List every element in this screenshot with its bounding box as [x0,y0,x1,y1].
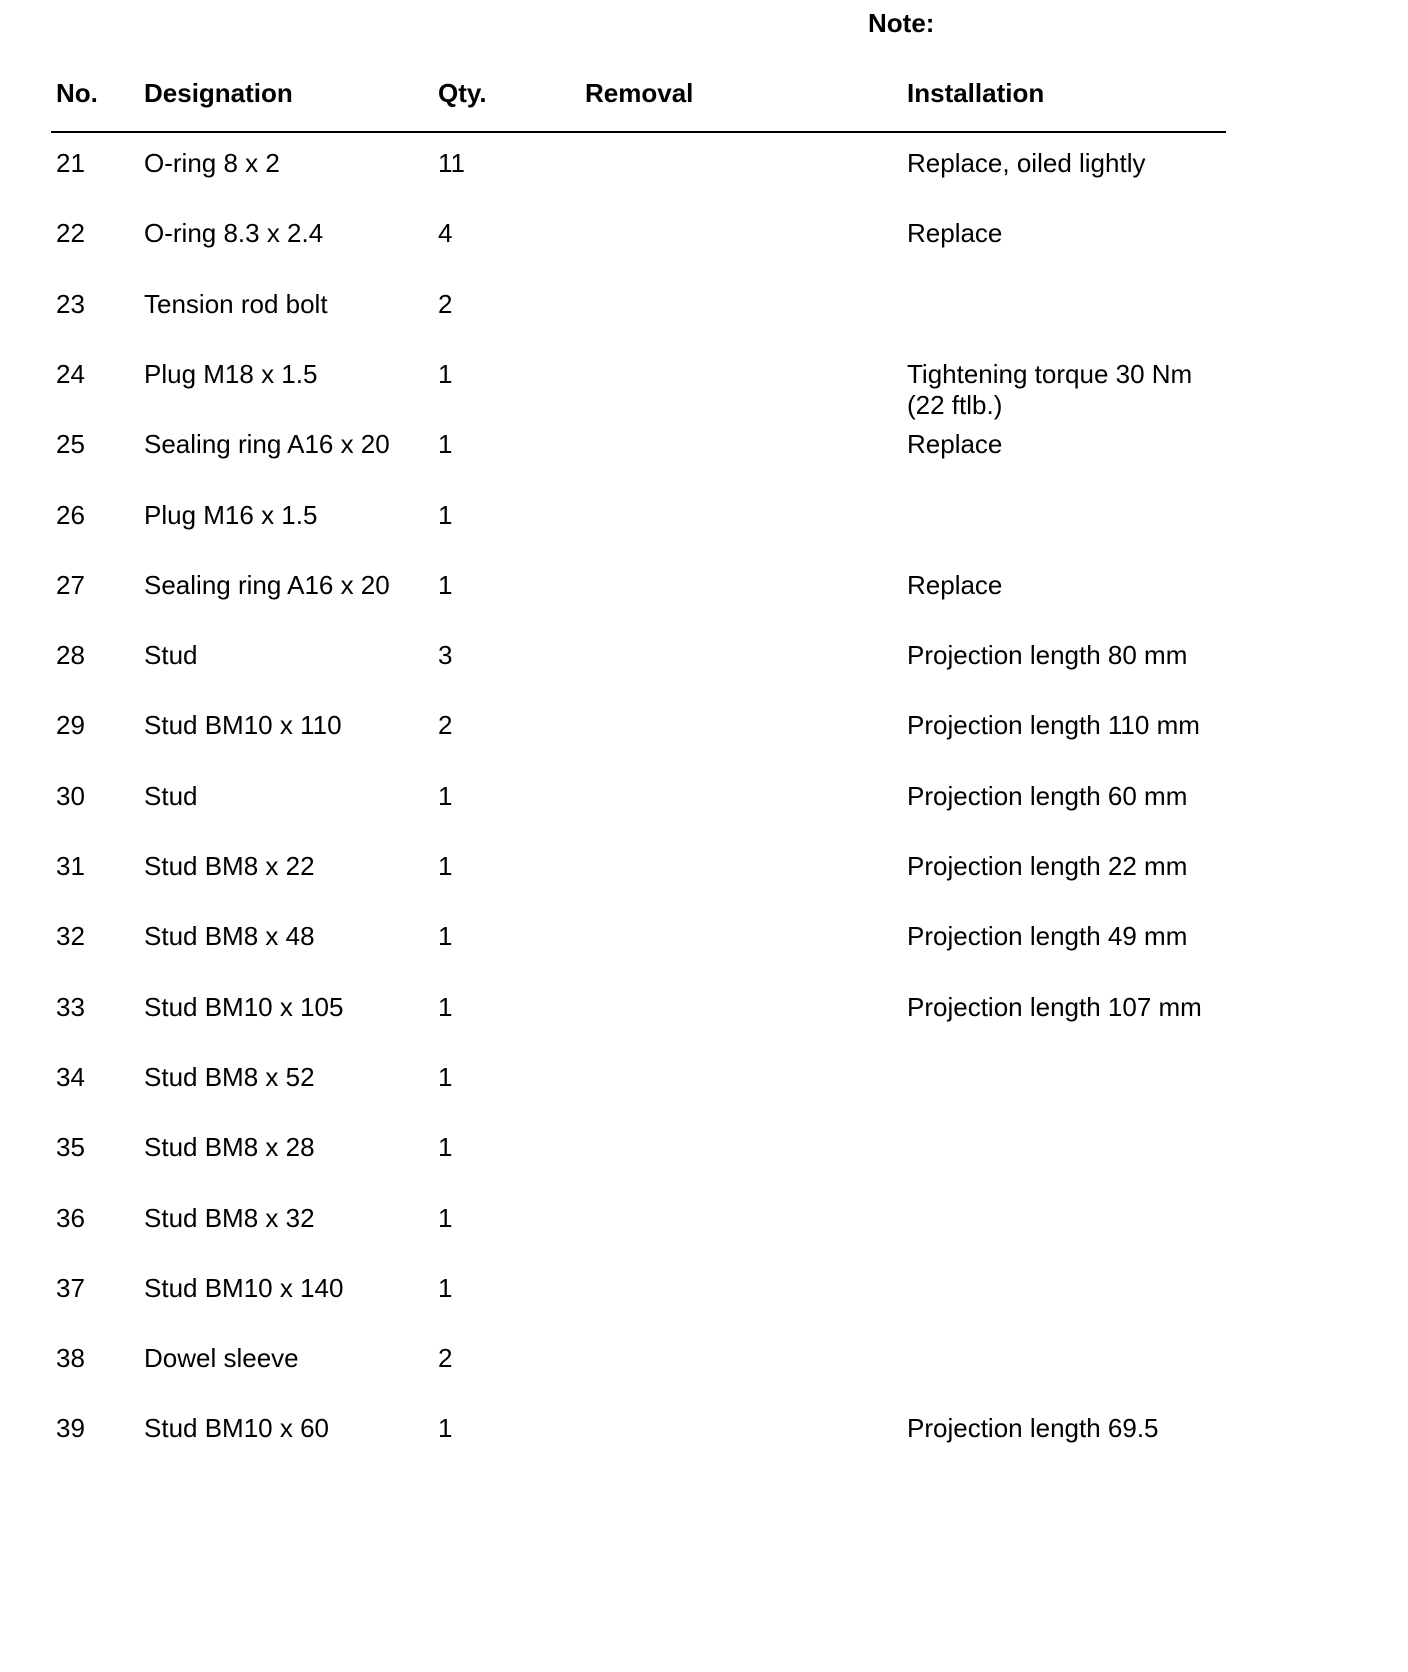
note-label: Note: [868,8,935,38]
cell-qty: 3 [438,640,453,670]
cell-no: 23 [56,289,85,319]
cell-qty: 1 [438,1413,453,1443]
cell-no: 37 [56,1273,85,1303]
cell-designation: Stud BM8 x 22 [144,851,315,881]
cell-designation: Stud BM10 x 110 [144,710,342,740]
cell-qty: 11 [438,148,465,178]
cell-qty: 1 [438,781,453,811]
cell-designation: Stud BM8 x 48 [144,921,315,951]
cell-designation: Sealing ring A16 x 20 [144,570,390,600]
cell-designation: Stud BM10 x 140 [144,1273,344,1303]
cell-no: 22 [56,218,85,248]
cell-installation: Replace [907,218,1003,248]
cell-qty: 1 [438,500,453,530]
cell-qty: 2 [438,1343,453,1373]
cell-installation: Replace, oiled lightly [907,148,1146,178]
cell-qty: 1 [438,851,453,881]
cell-no: 30 [56,781,85,811]
cell-installation: Projection length 69.5 [907,1413,1159,1443]
cell-designation: Stud BM10 x 60 [144,1413,329,1443]
cell-no: 28 [56,640,85,670]
cell-no: 36 [56,1203,85,1233]
cell-designation: Sealing ring A16 x 20 [144,429,390,459]
cell-qty: 4 [438,218,453,248]
cell-installation: Projection length 80 mm [907,640,1188,670]
cell-installation: Projection length 60 mm [907,781,1188,811]
cell-installation: Replace [907,429,1003,459]
cell-installation: Tightening torque 30 Nm (22 ftlb.) [907,359,1193,420]
cell-no: 35 [56,1132,85,1162]
cell-no: 31 [56,851,85,881]
column-header-removal: Removal [585,78,694,108]
cell-designation: O-ring 8.3 x 2.4 [144,218,324,248]
cell-no: 29 [56,710,85,740]
column-header-qty: Qty. [438,78,487,108]
cell-designation: Stud BM8 x 28 [144,1132,315,1162]
cell-no: 38 [56,1343,85,1373]
cell-designation: Stud [144,781,198,811]
cell-designation: Dowel sleeve [144,1343,299,1373]
cell-no: 25 [56,429,85,459]
cell-no: 21 [56,148,85,178]
column-header-no: No. [56,78,98,108]
header-divider [51,131,1226,133]
cell-qty: 1 [438,359,453,389]
cell-designation: Plug M18 x 1.5 [144,359,318,389]
cell-installation: Projection length 22 mm [907,851,1188,881]
cell-qty: 2 [438,289,453,319]
cell-no: 24 [56,359,85,389]
cell-qty: 1 [438,1132,453,1162]
cell-no: 32 [56,921,85,951]
cell-no: 27 [56,570,85,600]
column-header-installation: Installation [907,78,1045,108]
cell-no: 33 [56,992,85,1022]
cell-designation: Plug M16 x 1.5 [144,500,318,530]
column-header-designation: Designation [144,78,293,108]
table-header [0,76,1408,110]
cell-qty: 1 [438,992,453,1022]
cell-qty: 1 [438,1203,453,1233]
cell-qty: 1 [438,1062,453,1092]
cell-designation: Stud BM10 x 105 [144,992,344,1022]
cell-installation: Projection length 107 mm [907,992,1202,1022]
cell-installation: Replace [907,570,1003,600]
cell-no: 39 [56,1413,85,1443]
cell-no: 26 [56,500,85,530]
cell-qty: 1 [438,1273,453,1303]
cell-installation: Projection length 110 mm [907,710,1200,740]
cell-no: 34 [56,1062,85,1092]
cell-designation: Tension rod bolt [144,289,328,319]
cell-designation: Stud BM8 x 32 [144,1203,315,1233]
cell-qty: 1 [438,570,453,600]
cell-qty: 2 [438,710,453,740]
cell-designation: O-ring 8 x 2 [144,148,280,178]
cell-installation: Projection length 49 mm [907,921,1188,951]
cell-designation: Stud [144,640,198,670]
cell-qty: 1 [438,921,453,951]
cell-designation: Stud BM8 x 52 [144,1062,315,1092]
cell-qty: 1 [438,429,453,459]
